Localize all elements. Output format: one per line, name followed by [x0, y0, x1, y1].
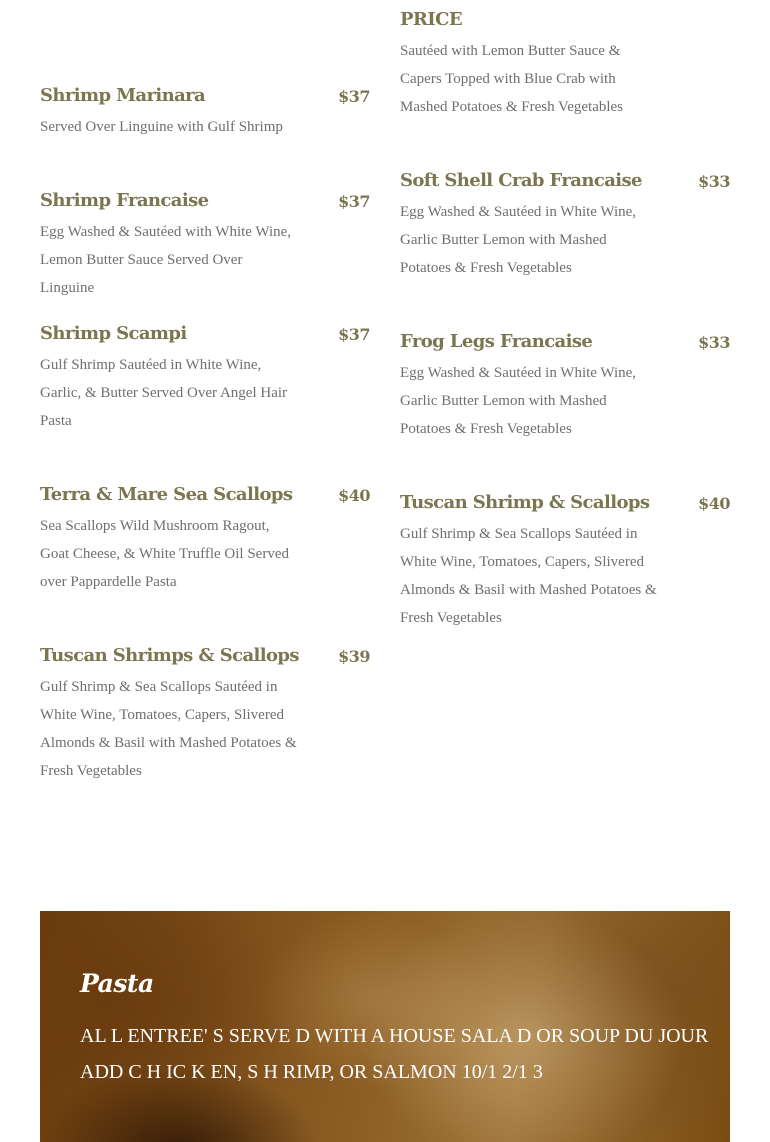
menu-item-description: Sea Scallops Wild Mushroom Ragout, Goat Cheese, & White Truffle Oil Served over Pappardelle Pasta [40, 518, 289, 590]
menu-item [400, 488, 730, 632]
menu-item-price: $37 [338, 325, 370, 344]
pasta-banner [40, 911, 730, 1142]
menu-item [400, 327, 730, 443]
menu-item-name: Soft Shell Crab Francaise [400, 170, 642, 191]
menu-item-name: Tuscan Shrimp & Scallops [400, 492, 650, 513]
menu-item [40, 186, 370, 302]
menu-item [40, 641, 370, 785]
menu-item-name: Tuscan Shrimps & Scallops [40, 645, 299, 666]
menu-item-name: Shrimp Marinara [40, 85, 206, 106]
menu-item-name: Terra & Mare Sea Scallops [40, 484, 293, 505]
banner-text-line: ADD C H IC K EN, S H RIMP, OR SALMON 10/1 2/1 3 [80, 1061, 543, 1083]
banner-title: Pasta [80, 969, 154, 998]
menu-item [40, 480, 370, 596]
menu-item-price: $33 [698, 333, 730, 352]
menu-item [400, 5, 730, 121]
menu-item-description: Sautéed with Lemon Butter Sauce & Capers Topped with Blue Crab with Mashed Potatoes & Fresh Vegetables [400, 43, 624, 115]
menu-item-description: Gulf Shrimp & Sea Scallops Sautéed in White Wine, Tomatoes, Capers, Slivered Almonds & Basil with Mashed Potatoes & Fresh Vegetables [400, 526, 657, 626]
menu-item-price: $40 [698, 494, 730, 513]
menu-item-name: Shrimp Francaise [40, 190, 209, 211]
menu-item-name: Shrimp Scampi [40, 323, 187, 344]
menu-item-price: $37 [338, 192, 370, 211]
menu-item-price: $40 [338, 486, 370, 505]
menu-item-price: $37 [338, 87, 370, 106]
menu-item [40, 319, 370, 435]
menu-item-description: Egg Washed & Sautéed in White Wine, Garlic Butter Lemon with Mashed Potatoes & Fresh Vegetables [400, 365, 637, 437]
menu-item-price: $39 [338, 647, 370, 666]
menu-item [40, 81, 370, 141]
menu-item-name: Frog Legs Francaise [400, 331, 593, 352]
menu-item-description: Egg Washed & Sautéed in White Wine, Garlic Butter Lemon with Mashed Potatoes & Fresh Vegetables [400, 204, 637, 276]
menu-item-price: $33 [698, 172, 730, 191]
menu-item-description: Gulf Shrimp & Sea Scallops Sautéed in White Wine, Tomatoes, Capers, Slivered Almonds & Basil with Mashed Potatoes & Fresh Vegetables [40, 679, 297, 779]
menu-item-description: Egg Washed & Sautéed with White Wine, Lemon Butter Sauce Served Over Linguine [40, 224, 292, 296]
menu-item-description: Gulf Shrimp Sautéed in White Wine, Garlic, & Butter Served Over Angel Hair Pasta [40, 357, 288, 429]
menu-item [400, 166, 730, 282]
banner-text-line: AL L ENTREE' S SERVE D WITH A HOUSE SALA D OR SOUP DU JOUR [80, 1025, 709, 1047]
menu-item-description: Served Over Linguine with Gulf Shrimp [40, 119, 283, 135]
menu-item-name: PRICE [400, 9, 462, 30]
